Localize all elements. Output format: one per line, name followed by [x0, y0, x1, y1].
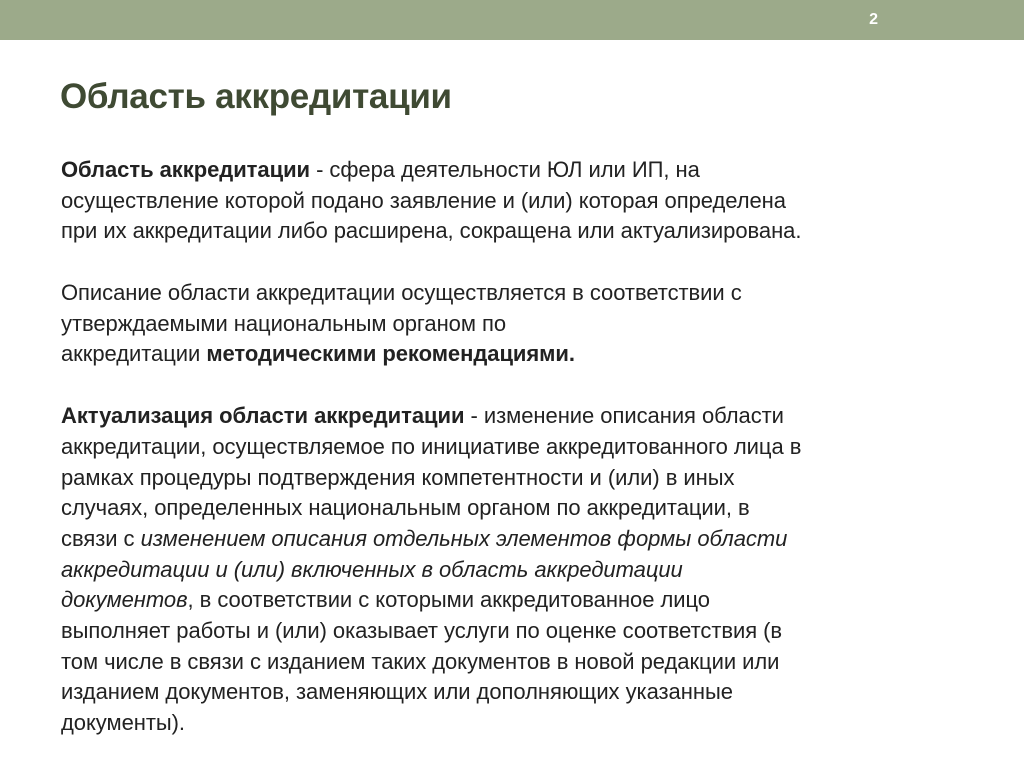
- text-line: при их аккредитации либо расширена, сокращена или актуализирована.: [61, 218, 802, 244]
- term-accreditation-scope: Область аккредитации: [61, 157, 311, 182]
- text-line: аккредитации и (или) включенных в область аккредитации: [61, 556, 683, 582]
- text-line: утверждаемыми национальным органом по: [61, 310, 507, 336]
- slide-content: [61, 155, 941, 739]
- text-line: выполняет работы и (или) оказывает услуги по оценке соответствия (в: [61, 617, 783, 643]
- page-title: Область аккредитации: [60, 77, 452, 116]
- text-line: аккредитации, осуществляемое по инициативе аккредитованного лица в: [61, 433, 802, 459]
- text-run: - изменение описания области: [464, 403, 784, 429]
- text-run: аккредитации: [61, 341, 207, 367]
- term-scope-actualization: Актуализация области аккредитации: [61, 403, 465, 429]
- paragraph-definition: [61, 155, 941, 247]
- paragraph-actualization: [61, 401, 941, 739]
- text-line: осуществление которой подано заявление и (или) которая определена: [61, 187, 786, 213]
- text-line: [61, 524, 941, 555]
- text-line: [61, 585, 941, 616]
- text-line: [61, 155, 941, 186]
- italic-run: документов: [61, 587, 188, 613]
- text-line: [61, 401, 941, 432]
- header-band: [0, 0, 1024, 40]
- page-number: 2: [869, 11, 878, 28]
- text-line: том числе в связи с изданием таких документов в новой редакции или: [61, 648, 780, 674]
- text-line: рамках процедуры подтверждения компетентности и (или) в иных: [61, 464, 735, 490]
- text-run: - сфера деятельности ЮЛ или ИП, на: [310, 157, 700, 182]
- text-line: изданием документов, заменяющих или дополняющих указанные: [61, 679, 733, 705]
- text-line: случаях, определенных национальным органом по аккредитации, в: [61, 495, 750, 521]
- term-methodical-recommendations: методическими рекомендациями.: [206, 341, 575, 367]
- italic-run: изменением описания отдельных элементов формы области: [140, 525, 788, 551]
- paragraph-description: [61, 278, 941, 370]
- text-run: связи с: [61, 525, 141, 551]
- text-line: [61, 339, 941, 370]
- text-line: документы).: [61, 710, 185, 735]
- text-line: Описание области аккредитации осуществляется в соответствии с: [61, 280, 742, 306]
- text-run: , в соответствии с которыми аккредитованное лицо: [187, 587, 710, 613]
